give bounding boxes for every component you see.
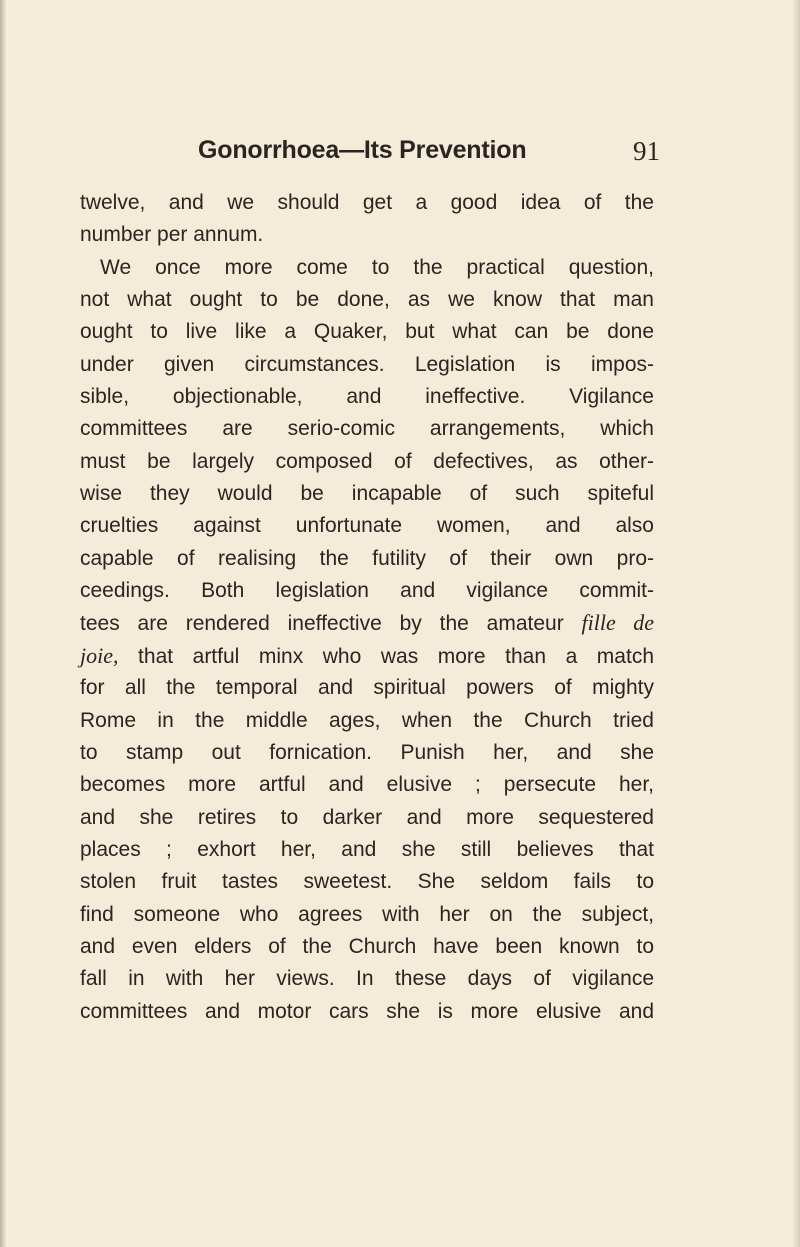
text-line: find someone who agrees with her on the subject, [80,902,654,926]
page-number: 91 [633,136,660,166]
text-line: becomes more artful and elusive ; persecute her, [80,773,654,797]
text-line: must be largely composed of defectives, as other- [80,449,654,473]
text-line: number per annum. [80,223,264,247]
text-line: for all the temporal and spiritual powers of mighty [80,676,654,700]
text-line: sible, objectionable, and ineffective. Vigilance [80,385,654,409]
text-line [80,640,654,672]
text-segment: that artful minx who was more than a match [118,644,654,668]
text-line: ought to live like a Quaker, but what can be done [80,320,654,344]
text-line: fall in with her views. In these days of vigilance [80,967,654,991]
body-text [80,187,654,1028]
text-line: and she retires to darker and more sequestered [80,805,654,829]
text-line [80,607,654,639]
italic-phrase: joie, [80,642,119,668]
text-line: wise they would be incapable of such spiteful [80,482,654,506]
text-line: ceedings. Both legislation and vigilance commit- [80,579,654,603]
text-line: twelve, and we should get a good idea of the [80,191,654,214]
running-title: Gonorrhoea—Its Prevention [198,136,527,164]
text-line: stolen fruit tastes sweetest. She seldom fails to [80,870,654,894]
page-edge-left [0,0,6,1247]
text-line: under given circumstances. Legislation is impos- [80,352,654,376]
text-line: places ; exhort her, and she still believes that [80,837,654,861]
page-edge-right [792,0,800,1247]
text-line: We once more come to the practical question, [100,255,654,279]
text-line: capable of realising the futility of their own pro- [80,546,654,570]
text-line: cruelties against unfortunate women, and also [80,514,654,538]
text-line: to stamp out fornication. Punish her, and she [80,740,654,764]
page-header [198,136,660,176]
text-line: committees are serio-comic arrangements, which [80,417,654,441]
text-line: Rome in the middle ages, when the Church tried [80,708,654,732]
italic-phrase: fille de [581,610,654,636]
text-line: and even elders of the Church have been known to [80,934,654,958]
text-line: committees and motor cars she is more elusive and [80,999,654,1023]
text-segment: tees are rendered ineffective by the amateur [80,612,582,636]
text-line: not what ought to be done, as we know that man [80,288,654,312]
